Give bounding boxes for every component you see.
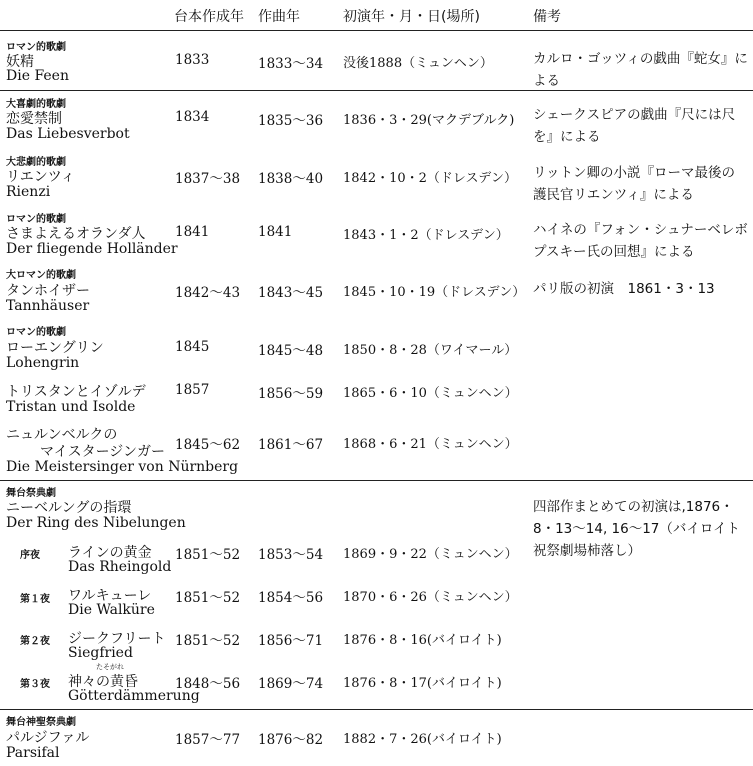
genre-label: 舞台祭典劇 [6,488,56,499]
libretto-year: 1845 [175,339,210,355]
premiere: 1842・10・2（ドレスデン） [343,171,517,186]
title-de: Parsifal [6,745,60,761]
night-label: 第３夜 [20,679,50,690]
libretto-year: 1851～52 [175,633,241,649]
title-jp: ラインの黄金 [68,545,152,561]
premiere: 没後1888（ミュンヘン） [343,56,493,71]
libretto-year: 1857 [175,382,210,398]
composition-year: 1876～82 [258,732,324,748]
libretto-year: 1837～38 [175,171,241,187]
title-jp: ニーベルングの指環 [6,500,132,516]
title-de: Die Meistersinger von Nürnberg [6,459,239,475]
libretto-year: 1833 [175,52,210,68]
title-de: Götterdämmerung [68,688,200,704]
title-de: Tannhäuser [6,298,90,314]
composition-year: 1856～59 [258,386,324,402]
premiere: 1843・1・2（ドレスデン） [343,228,509,243]
title-jp: タンホイザー [6,283,90,299]
composition-year: 1856～71 [258,633,324,649]
premiere: 1876・8・17(バイロイト) [343,676,502,691]
libretto-year: 1851～52 [175,590,241,606]
libretto-year: 1857～77 [175,732,241,748]
header-rule [0,30,753,31]
title-jp: ワルキューレ [68,588,152,604]
title-de: Die Feen [6,68,69,84]
premiere: 1868・6・21（ミュンヘン） [343,437,518,452]
night-label: 第２夜 [20,636,50,647]
genre-label: 大喜劇的歌劇 [6,99,66,110]
composition-year: 1838～40 [258,171,324,187]
premiere: 1876・8・16(バイロイト) [343,633,502,648]
composition-year: 1843～45 [258,285,324,301]
title-de: Das Rheingold [68,559,172,575]
title-jp: トリスタンとイゾルデ [6,384,146,400]
title-jp: パルジファル [6,730,90,746]
genre-label: 舞台神聖祭典劇 [6,717,76,728]
title-de: Der fliegende Holländer [6,241,178,257]
header-composition-year: 作曲年 [258,9,300,25]
title-de: Tristan und Isolde [6,399,136,415]
composition-year: 1845～48 [258,343,324,359]
premiere: 1845・10・19（ドレスデン） [343,285,526,300]
libretto-year: 1845～62 [175,437,241,453]
libretto-year: 1834 [175,109,210,125]
title-jp: さまよえるオランダ人 [6,226,146,242]
title-de: Siegfried [68,645,133,661]
title-jp: 妖精 [6,54,34,70]
composition-year: 1853～54 [258,547,324,563]
row-rule [0,480,753,481]
title-jp: リエンツィ [6,169,75,185]
composition-year: 1854～56 [258,590,324,606]
composition-year: 1861～67 [258,437,324,453]
title-jp: 恋愛禁制 [6,111,62,127]
composition-year: 1833～34 [258,56,324,72]
row-rule [0,709,753,710]
premiere: 1869・9・22（ミュンヘン） [343,547,518,562]
note: パリ版の初演 1861・3・13 [533,281,715,297]
title-jp: 神々の黄昏 [68,674,138,690]
premiere: 1870・6・26（ミュンヘン） [343,590,518,605]
note: ハイネの『フォン・シュナーベレボプスキー氏の回想』による [533,222,748,260]
premiere: 1882・7・26(バイロイト) [343,732,502,747]
header-premiere: 初演年・月・日(場所) [343,9,480,25]
composition-year: 1835～36 [258,113,324,129]
genre-label: ロマン的歌劇 [6,214,66,225]
ruby-reading: たそがれ [96,663,124,671]
title-jp: ジークフリート [68,631,166,647]
title-de: Der Ring des Nibelungen [6,515,186,531]
note: リットン卿の小説『ローマ最後の護民官リエンツィ』による [533,165,735,203]
header-libretto-year: 台本作成年 [174,9,244,25]
title-jp-line2: マイスタージンガー [40,444,165,460]
premiere: 1850・8・28（ワイマール） [343,343,518,358]
row-rule [0,90,753,91]
genre-label: ロマン的歌劇 [6,327,66,338]
note: シェークスピアの戯曲『尺には尺を』による [533,107,736,145]
note: 四部作まとめての初演は,1876・8・13～14, 16～17（バイロイト祝祭劇場柿落し） [533,499,740,559]
genre-label: ロマン的歌劇 [6,42,66,53]
title-jp: ニュルンベルクの [6,427,118,443]
genre-label: 大ロマン的歌劇 [6,270,76,281]
genre-label: 大悲劇的歌劇 [6,157,66,168]
composition-year: 1841 [258,224,293,240]
night-label: 序夜 [20,550,40,561]
libretto-year: 1848～56 [175,676,241,692]
header-notes: 備考 [533,9,561,25]
libretto-year: 1841 [175,224,210,240]
title-de: Rienzi [6,184,51,200]
libretto-year: 1842～43 [175,285,241,301]
note: カルロ・ゴッツィの戯曲『蛇女』による [533,51,748,89]
title-de: Das Liebesverbot [6,126,130,142]
title-jp: ローエングリン [6,340,104,356]
premiere: 1836・3・29(マクデブルク) [343,113,515,128]
libretto-year: 1851～52 [175,547,241,563]
composition-year: 1869～74 [258,676,324,692]
premiere: 1865・6・10（ミュンヘン） [343,386,518,401]
title-de: Lohengrin [6,355,80,371]
night-label: 第１夜 [20,594,50,605]
title-de: Die Walküre [68,602,155,618]
